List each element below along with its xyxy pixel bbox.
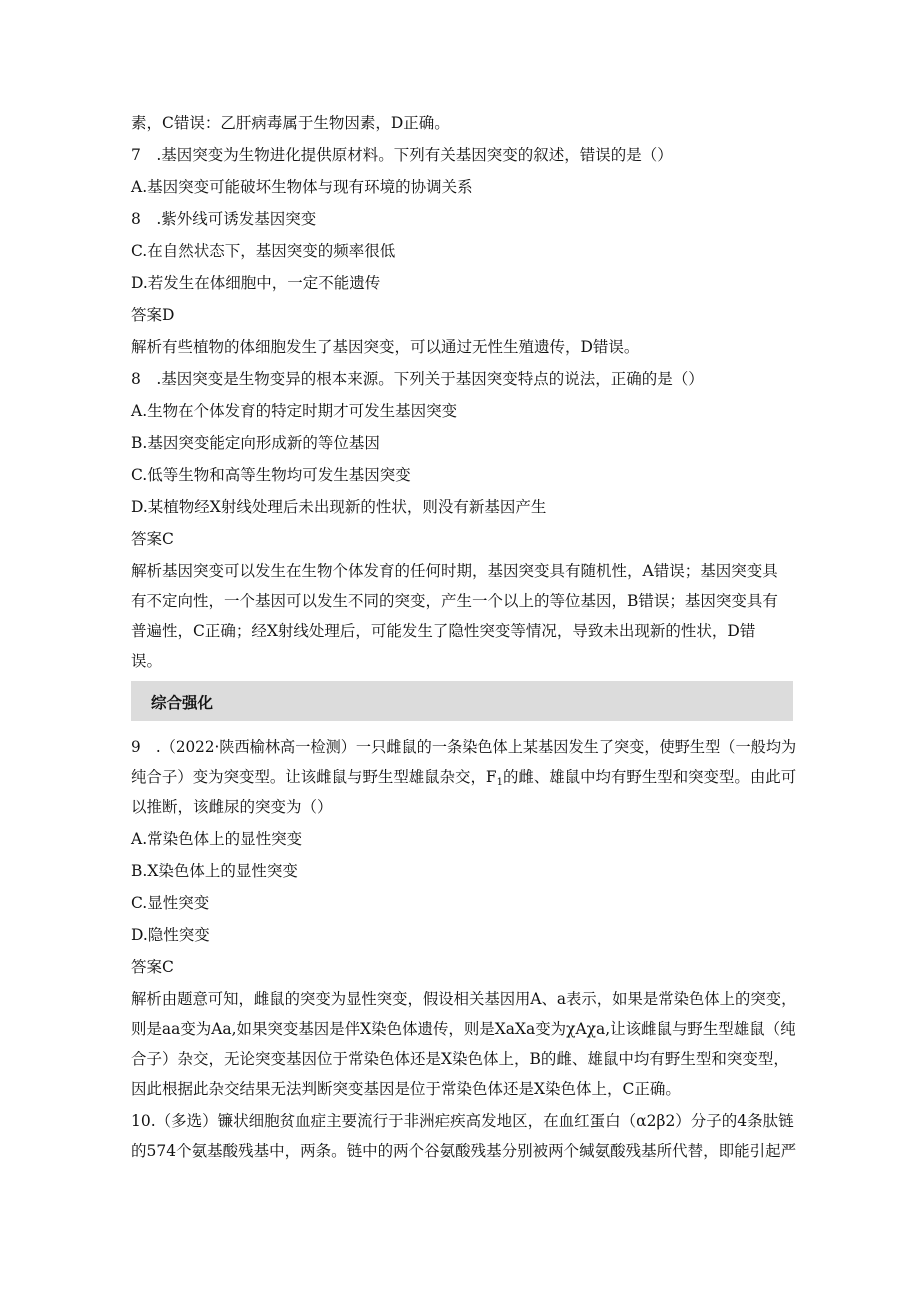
question-8-answer: 答案C bbox=[131, 530, 174, 548]
question-7-option-b: 8 .紫外线可诱发基因突变 bbox=[131, 210, 317, 228]
question-9-stem-text: 纯合子）变为突变型。让该雌鼠与野生型雄鼠杂交，F bbox=[131, 768, 497, 786]
question-7-option-a: A.基因突变可能破坏生物体与现有环境的协调关系 bbox=[131, 178, 473, 196]
question-8-option-a: A.生物在个体发育的特定时期才可发生基因突变 bbox=[131, 402, 458, 420]
question-9-analysis-line: 合子）杂交，无论突变基因位于常染色体还是X染色体上，B的雌、雄鼠中均有野生型和突变型， bbox=[131, 1050, 789, 1068]
question-8-analysis-line: 解析基因突变可以发生在生物个体发育的任何时期，基因突变具有随机性，A错误；基因突变具 bbox=[131, 562, 778, 580]
question-9-analysis-line: 解析由题意可知，雌鼠的突变为显性突变，假设相关基因用A、a表示，如果是常染色体上的突变， bbox=[131, 990, 797, 1008]
question-9-option-c: C.显性突变 bbox=[131, 894, 210, 912]
question-10-stem-line: 的574个氨基酸残基中，两条。链中的两个谷氨酸残基分别被两个缄氨酸残基所代替，即能引起严 bbox=[131, 1142, 797, 1160]
question-9-stem-text: 的雌、雄鼠中均有野生型和突变型。由此可 bbox=[502, 768, 797, 786]
question-9-option-a: A.常染色体上的显性突变 bbox=[131, 830, 303, 848]
question-9-stem-line bbox=[131, 767, 796, 793]
question-9-stem-line: 以推断，该雌尿的突变为（） bbox=[131, 798, 333, 816]
question-7-option-c: C.在自然状态下，基因突变的频率很低 bbox=[131, 242, 396, 260]
question-9-stem-line: 9 .（2022·陕西榆林高一检测）一只雌鼠的一条染色体上某基因发生了突变，使野生型（一般均为 bbox=[131, 738, 797, 756]
subscript: 1 bbox=[496, 777, 503, 788]
question-8-option-d: D.某植物经X射线处理后未出现新的性状，则没有新基因产生 bbox=[131, 498, 547, 516]
question-10-stem-line: 10.（多选）镰状细胞贫血症主要流行于非洲疟疾高发地区，在血红蛋白（α2β2）分子的4条肽链 bbox=[131, 1112, 794, 1130]
question-8-option-b: B.基因突变能定向形成新的等位基因 bbox=[131, 434, 380, 452]
question-9-answer: 答案C bbox=[131, 958, 174, 976]
question-9-option-d: D.隐性突变 bbox=[131, 926, 210, 944]
question-9-analysis-line: 则是aa变为Aa,如果突变基因是伴X染色体遗传，则是XaXa变为χAχa,让该雌鼠与野生型雄鼠（纯 bbox=[131, 1020, 796, 1038]
question-8-analysis-line: 有不定向性，一个基因可以发生不同的突变，产生一个以上的等位基因，B错误；基因突变具有 bbox=[131, 592, 778, 610]
question-7-stem: 7 .基因突变为生物进化提供原材料。下列有关基因突变的叙述，错误的是（） bbox=[131, 146, 673, 164]
question-9-option-b: B.X染色体上的显性突变 bbox=[131, 862, 298, 880]
section-title: 综合强化 bbox=[151, 694, 214, 712]
section-banner bbox=[131, 681, 793, 721]
question-8-option-c: C.低等生物和高等生物均可发生基因突变 bbox=[131, 466, 411, 484]
question-8-stem: 8 .基因突变是生物变异的根本来源。下列关于基因突变特点的说法，正确的是（） bbox=[131, 370, 704, 388]
question-8-analysis-line: 普遍性，C正确；经X射线处理后，可能发生了隐性突变等情况，导致未出现新的性状，D错 bbox=[131, 622, 756, 640]
text-line: 素，C错误：乙肝病毒属于生物因素，D正确。 bbox=[131, 114, 450, 132]
question-7-option-d: D.若发生在体细胞中，一定不能遗传 bbox=[131, 274, 381, 292]
question-8-analysis-line: 误。 bbox=[131, 652, 163, 670]
question-7-analysis: 解析有些植物的体细胞发生了基因突变，可以通过无性生殖遗传，D错误。 bbox=[131, 338, 640, 356]
question-7-answer: 答案D bbox=[131, 306, 175, 324]
question-9-analysis-line: 因此根据此杂交结果无法判断突变基因是位于常染色体还是X染色体上，C正确。 bbox=[131, 1080, 681, 1098]
